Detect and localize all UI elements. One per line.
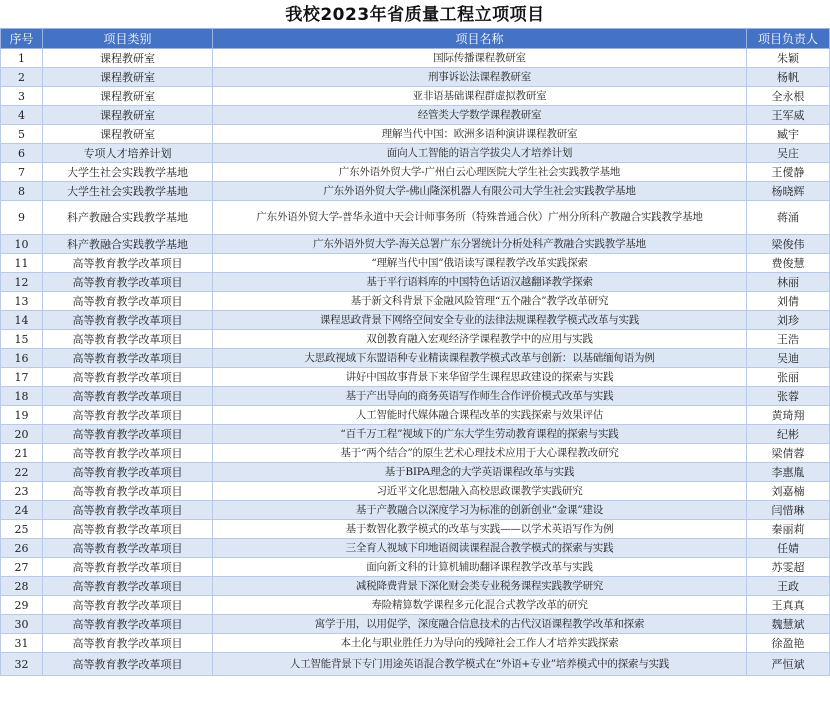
row-category: 高等教育教学改革项目 bbox=[43, 349, 213, 368]
row-project-name: 理解当代中国：欧洲多语种演讲课程教研室 bbox=[213, 125, 747, 144]
row-project-name: 人工智能背景下专门用途英语混合教学模式在“外语+专业”培养模式中的探索与实践 bbox=[213, 653, 747, 676]
table-row bbox=[1, 254, 830, 273]
row-category: 高等教育教学改革项目 bbox=[43, 653, 213, 676]
row-category: 高等教育教学改革项目 bbox=[43, 577, 213, 596]
table-row bbox=[1, 577, 830, 596]
row-project-name: 刑事诉讼法课程教研室 bbox=[213, 68, 747, 87]
row-category: 课程教研室 bbox=[43, 49, 213, 68]
table-row bbox=[1, 87, 830, 106]
table-row bbox=[1, 235, 830, 254]
table-row bbox=[1, 539, 830, 558]
table-row bbox=[1, 163, 830, 182]
row-leader: 李惠胤 bbox=[747, 463, 830, 482]
table-row bbox=[1, 311, 830, 330]
row-leader: 张蓉 bbox=[747, 387, 830, 406]
row-number: 18 bbox=[1, 387, 43, 406]
row-leader: 杨晓辉 bbox=[747, 182, 830, 201]
row-project-name: 广东外语外贸大学-普华永道中天会计师事务所（特殊普通合伙）广州分所科产教融合实践教学基地 bbox=[213, 201, 747, 235]
row-category: 高等教育教学改革项目 bbox=[43, 406, 213, 425]
row-number: 27 bbox=[1, 558, 43, 577]
row-category: 大学生社会实践教学基地 bbox=[43, 163, 213, 182]
row-project-name: 面向人工智能的语言学拔尖人才培养计划 bbox=[213, 144, 747, 163]
row-project-name: 寿险精算数学课程多元化混合式教学改革的研究 bbox=[213, 596, 747, 615]
row-category: 课程教研室 bbox=[43, 87, 213, 106]
column-header-number: 序号 bbox=[1, 29, 43, 49]
row-project-name: 三全育人视域下印地语阅读课程混合教学模式的探索与实践 bbox=[213, 539, 747, 558]
row-leader: 吴庄 bbox=[747, 144, 830, 163]
row-project-name: 基于“两个结合”的原生艺术心理技术应用于大心课程教改研究 bbox=[213, 444, 747, 463]
row-leader: 费俊慧 bbox=[747, 254, 830, 273]
row-number: 28 bbox=[1, 577, 43, 596]
row-number: 20 bbox=[1, 425, 43, 444]
row-leader: 杨帆 bbox=[747, 68, 830, 87]
row-number: 14 bbox=[1, 311, 43, 330]
table-row bbox=[1, 387, 830, 406]
row-category: 课程教研室 bbox=[43, 125, 213, 144]
row-number: 7 bbox=[1, 163, 43, 182]
table-row bbox=[1, 182, 830, 201]
row-category: 科产教融合实践教学基地 bbox=[43, 235, 213, 254]
row-leader: 刘嘉楠 bbox=[747, 482, 830, 501]
row-leader: 闫惜琳 bbox=[747, 501, 830, 520]
row-leader: 魏慧斌 bbox=[747, 615, 830, 634]
row-project-name: 基于新文科背景下金融风险管理“五个融合”教学改革研究 bbox=[213, 292, 747, 311]
row-number: 32 bbox=[1, 653, 43, 676]
row-category: 高等教育教学改革项目 bbox=[43, 254, 213, 273]
row-number: 22 bbox=[1, 463, 43, 482]
row-category: 高等教育教学改革项目 bbox=[43, 539, 213, 558]
row-leader: 王军威 bbox=[747, 106, 830, 125]
projects-table bbox=[0, 28, 830, 676]
table-row bbox=[1, 273, 830, 292]
row-project-name: 课程思政背景下网络空间安全专业的法律法规课程教学模式改革与实践 bbox=[213, 311, 747, 330]
row-project-name: 寓学于用，以用促学，深度融合信息技术的古代汉语课程教学改革和探索 bbox=[213, 615, 747, 634]
row-project-name: 基于平行语料库的中国特色话语汉越翻译教学探索 bbox=[213, 273, 747, 292]
table-row bbox=[1, 615, 830, 634]
row-project-name: 基于产出导向的商务英语写作师生合作评价模式改革与实践 bbox=[213, 387, 747, 406]
row-number: 30 bbox=[1, 615, 43, 634]
row-number: 17 bbox=[1, 368, 43, 387]
row-number: 13 bbox=[1, 292, 43, 311]
row-project-name: “百千万工程”视域下的广东大学生劳动教育课程的探索与实践 bbox=[213, 425, 747, 444]
column-header-project-name: 项目名称 bbox=[213, 29, 747, 49]
row-project-name: 经管类大学数学课程教研室 bbox=[213, 106, 747, 125]
row-project-name: 广东外语外贸大学-佛山隆深机器人有限公司大学生社会实践教学基地 bbox=[213, 182, 747, 201]
row-leader: 任婧 bbox=[747, 539, 830, 558]
row-number: 6 bbox=[1, 144, 43, 163]
row-number: 16 bbox=[1, 349, 43, 368]
row-number: 11 bbox=[1, 254, 43, 273]
row-project-name: 减税降费背景下深化财会类专业税务课程实践教学研究 bbox=[213, 577, 747, 596]
row-category: 高等教育教学改革项目 bbox=[43, 501, 213, 520]
row-project-name: 人工智能时代媒体融合课程改革的实践探索与效果评估 bbox=[213, 406, 747, 425]
row-category: 高等教育教学改革项目 bbox=[43, 596, 213, 615]
row-project-name: 基于产教融合以深度学习为标准的创新创业“金课”建设 bbox=[213, 501, 747, 520]
row-number: 2 bbox=[1, 68, 43, 87]
row-leader: 秦丽莉 bbox=[747, 520, 830, 539]
row-leader: 严恒斌 bbox=[747, 653, 830, 676]
row-category: 高等教育教学改革项目 bbox=[43, 444, 213, 463]
row-project-name: 讲好中国故事背景下来华留学生课程思政建设的探索与实践 bbox=[213, 368, 747, 387]
column-header-leader: 项目负责人 bbox=[747, 29, 830, 49]
row-leader: 苏雯超 bbox=[747, 558, 830, 577]
row-leader: 黄琦翔 bbox=[747, 406, 830, 425]
row-category: 大学生社会实践教学基地 bbox=[43, 182, 213, 201]
row-project-name: 双创教育融入宏观经济学课程教学中的应用与实践 bbox=[213, 330, 747, 349]
table-body bbox=[1, 49, 830, 676]
page-title: 我校2023年省质量工程立项项目 bbox=[285, 5, 545, 25]
row-category: 高等教育教学改革项目 bbox=[43, 520, 213, 539]
table-row bbox=[1, 106, 830, 125]
row-leader: 刘倩 bbox=[747, 292, 830, 311]
row-number: 3 bbox=[1, 87, 43, 106]
row-number: 15 bbox=[1, 330, 43, 349]
table-row bbox=[1, 482, 830, 501]
table-row bbox=[1, 425, 830, 444]
table-row bbox=[1, 49, 830, 68]
row-project-name: “理解当代中国”俄语读写课程教学改革实践探索 bbox=[213, 254, 747, 273]
row-number: 21 bbox=[1, 444, 43, 463]
row-category: 高等教育教学改革项目 bbox=[43, 463, 213, 482]
table-row bbox=[1, 201, 830, 235]
row-category: 专项人才培养计划 bbox=[43, 144, 213, 163]
row-category: 高等教育教学改革项目 bbox=[43, 330, 213, 349]
table-row bbox=[1, 653, 830, 676]
row-leader: 王浩 bbox=[747, 330, 830, 349]
row-leader: 王僾静 bbox=[747, 163, 830, 182]
row-category: 高等教育教学改革项目 bbox=[43, 425, 213, 444]
row-number: 10 bbox=[1, 235, 43, 254]
table-row bbox=[1, 558, 830, 577]
row-category: 课程教研室 bbox=[43, 106, 213, 125]
table-row bbox=[1, 330, 830, 349]
row-number: 26 bbox=[1, 539, 43, 558]
row-category: 高等教育教学改革项目 bbox=[43, 558, 213, 577]
row-number: 5 bbox=[1, 125, 43, 144]
row-leader: 吴迪 bbox=[747, 349, 830, 368]
row-category: 高等教育教学改革项目 bbox=[43, 311, 213, 330]
table-row bbox=[1, 368, 830, 387]
row-number: 12 bbox=[1, 273, 43, 292]
row-project-name: 习近平文化思想融入高校思政课教学实践研究 bbox=[213, 482, 747, 501]
row-category: 高等教育教学改革项目 bbox=[43, 292, 213, 311]
row-leader: 王真真 bbox=[747, 596, 830, 615]
row-category: 高等教育教学改革项目 bbox=[43, 368, 213, 387]
row-project-name: 大思政视域下东盟语种专业精读课程教学模式改革与创新：以基础缅甸语为例 bbox=[213, 349, 747, 368]
row-leader: 林丽 bbox=[747, 273, 830, 292]
table-row bbox=[1, 144, 830, 163]
row-number: 31 bbox=[1, 634, 43, 653]
row-number: 25 bbox=[1, 520, 43, 539]
table-row bbox=[1, 68, 830, 87]
row-number: 29 bbox=[1, 596, 43, 615]
row-number: 1 bbox=[1, 49, 43, 68]
table-row bbox=[1, 501, 830, 520]
row-number: 23 bbox=[1, 482, 43, 501]
row-project-name: 广东外语外贸大学-海关总署广东分署统计分析处科产教融合实践教学基地 bbox=[213, 235, 747, 254]
row-category: 高等教育教学改革项目 bbox=[43, 634, 213, 653]
table-row bbox=[1, 520, 830, 539]
table-row bbox=[1, 125, 830, 144]
row-leader: 朱颖 bbox=[747, 49, 830, 68]
row-category: 高等教育教学改革项目 bbox=[43, 387, 213, 406]
row-project-name: 基于数智化教学模式的改革与实践——以学术英语写作为例 bbox=[213, 520, 747, 539]
table-header-row bbox=[1, 29, 830, 49]
row-number: 4 bbox=[1, 106, 43, 125]
row-project-name: 亚非语基础课程群虚拟教研室 bbox=[213, 87, 747, 106]
row-leader: 蒋涌 bbox=[747, 201, 830, 235]
row-leader: 徐盈艳 bbox=[747, 634, 830, 653]
row-leader: 纪彬 bbox=[747, 425, 830, 444]
table-row bbox=[1, 634, 830, 653]
row-category: 课程教研室 bbox=[43, 68, 213, 87]
column-header-category: 项目类别 bbox=[43, 29, 213, 49]
table-row bbox=[1, 596, 830, 615]
row-leader: 刘珍 bbox=[747, 311, 830, 330]
row-category: 科产教融合实践教学基地 bbox=[43, 201, 213, 235]
table-row bbox=[1, 463, 830, 482]
table-row bbox=[1, 406, 830, 425]
row-leader: 王政 bbox=[747, 577, 830, 596]
row-project-name: 广东外语外贸大学-广州白云心理医院大学生社会实践教学基地 bbox=[213, 163, 747, 182]
row-category: 高等教育教学改革项目 bbox=[43, 273, 213, 292]
table-row bbox=[1, 292, 830, 311]
row-project-name: 面向新文科的计算机辅助翻译课程教学改革与实践 bbox=[213, 558, 747, 577]
row-number: 9 bbox=[1, 201, 43, 235]
row-project-name: 基于BIPA理念的大学英语课程改革与实践 bbox=[213, 463, 747, 482]
row-leader: 张丽 bbox=[747, 368, 830, 387]
table-row bbox=[1, 349, 830, 368]
row-number: 8 bbox=[1, 182, 43, 201]
row-leader: 梁倩蓉 bbox=[747, 444, 830, 463]
row-category: 高等教育教学改革项目 bbox=[43, 482, 213, 501]
row-number: 24 bbox=[1, 501, 43, 520]
table-row bbox=[1, 444, 830, 463]
row-project-name: 国际传播课程教研室 bbox=[213, 49, 747, 68]
row-leader: 梁俊伟 bbox=[747, 235, 830, 254]
row-number: 19 bbox=[1, 406, 43, 425]
row-leader: 臧宇 bbox=[747, 125, 830, 144]
row-project-name: 本土化与职业胜任力为导向的残障社会工作人才培养实践探索 bbox=[213, 634, 747, 653]
row-category: 高等教育教学改革项目 bbox=[43, 615, 213, 634]
row-leader: 全永根 bbox=[747, 87, 830, 106]
